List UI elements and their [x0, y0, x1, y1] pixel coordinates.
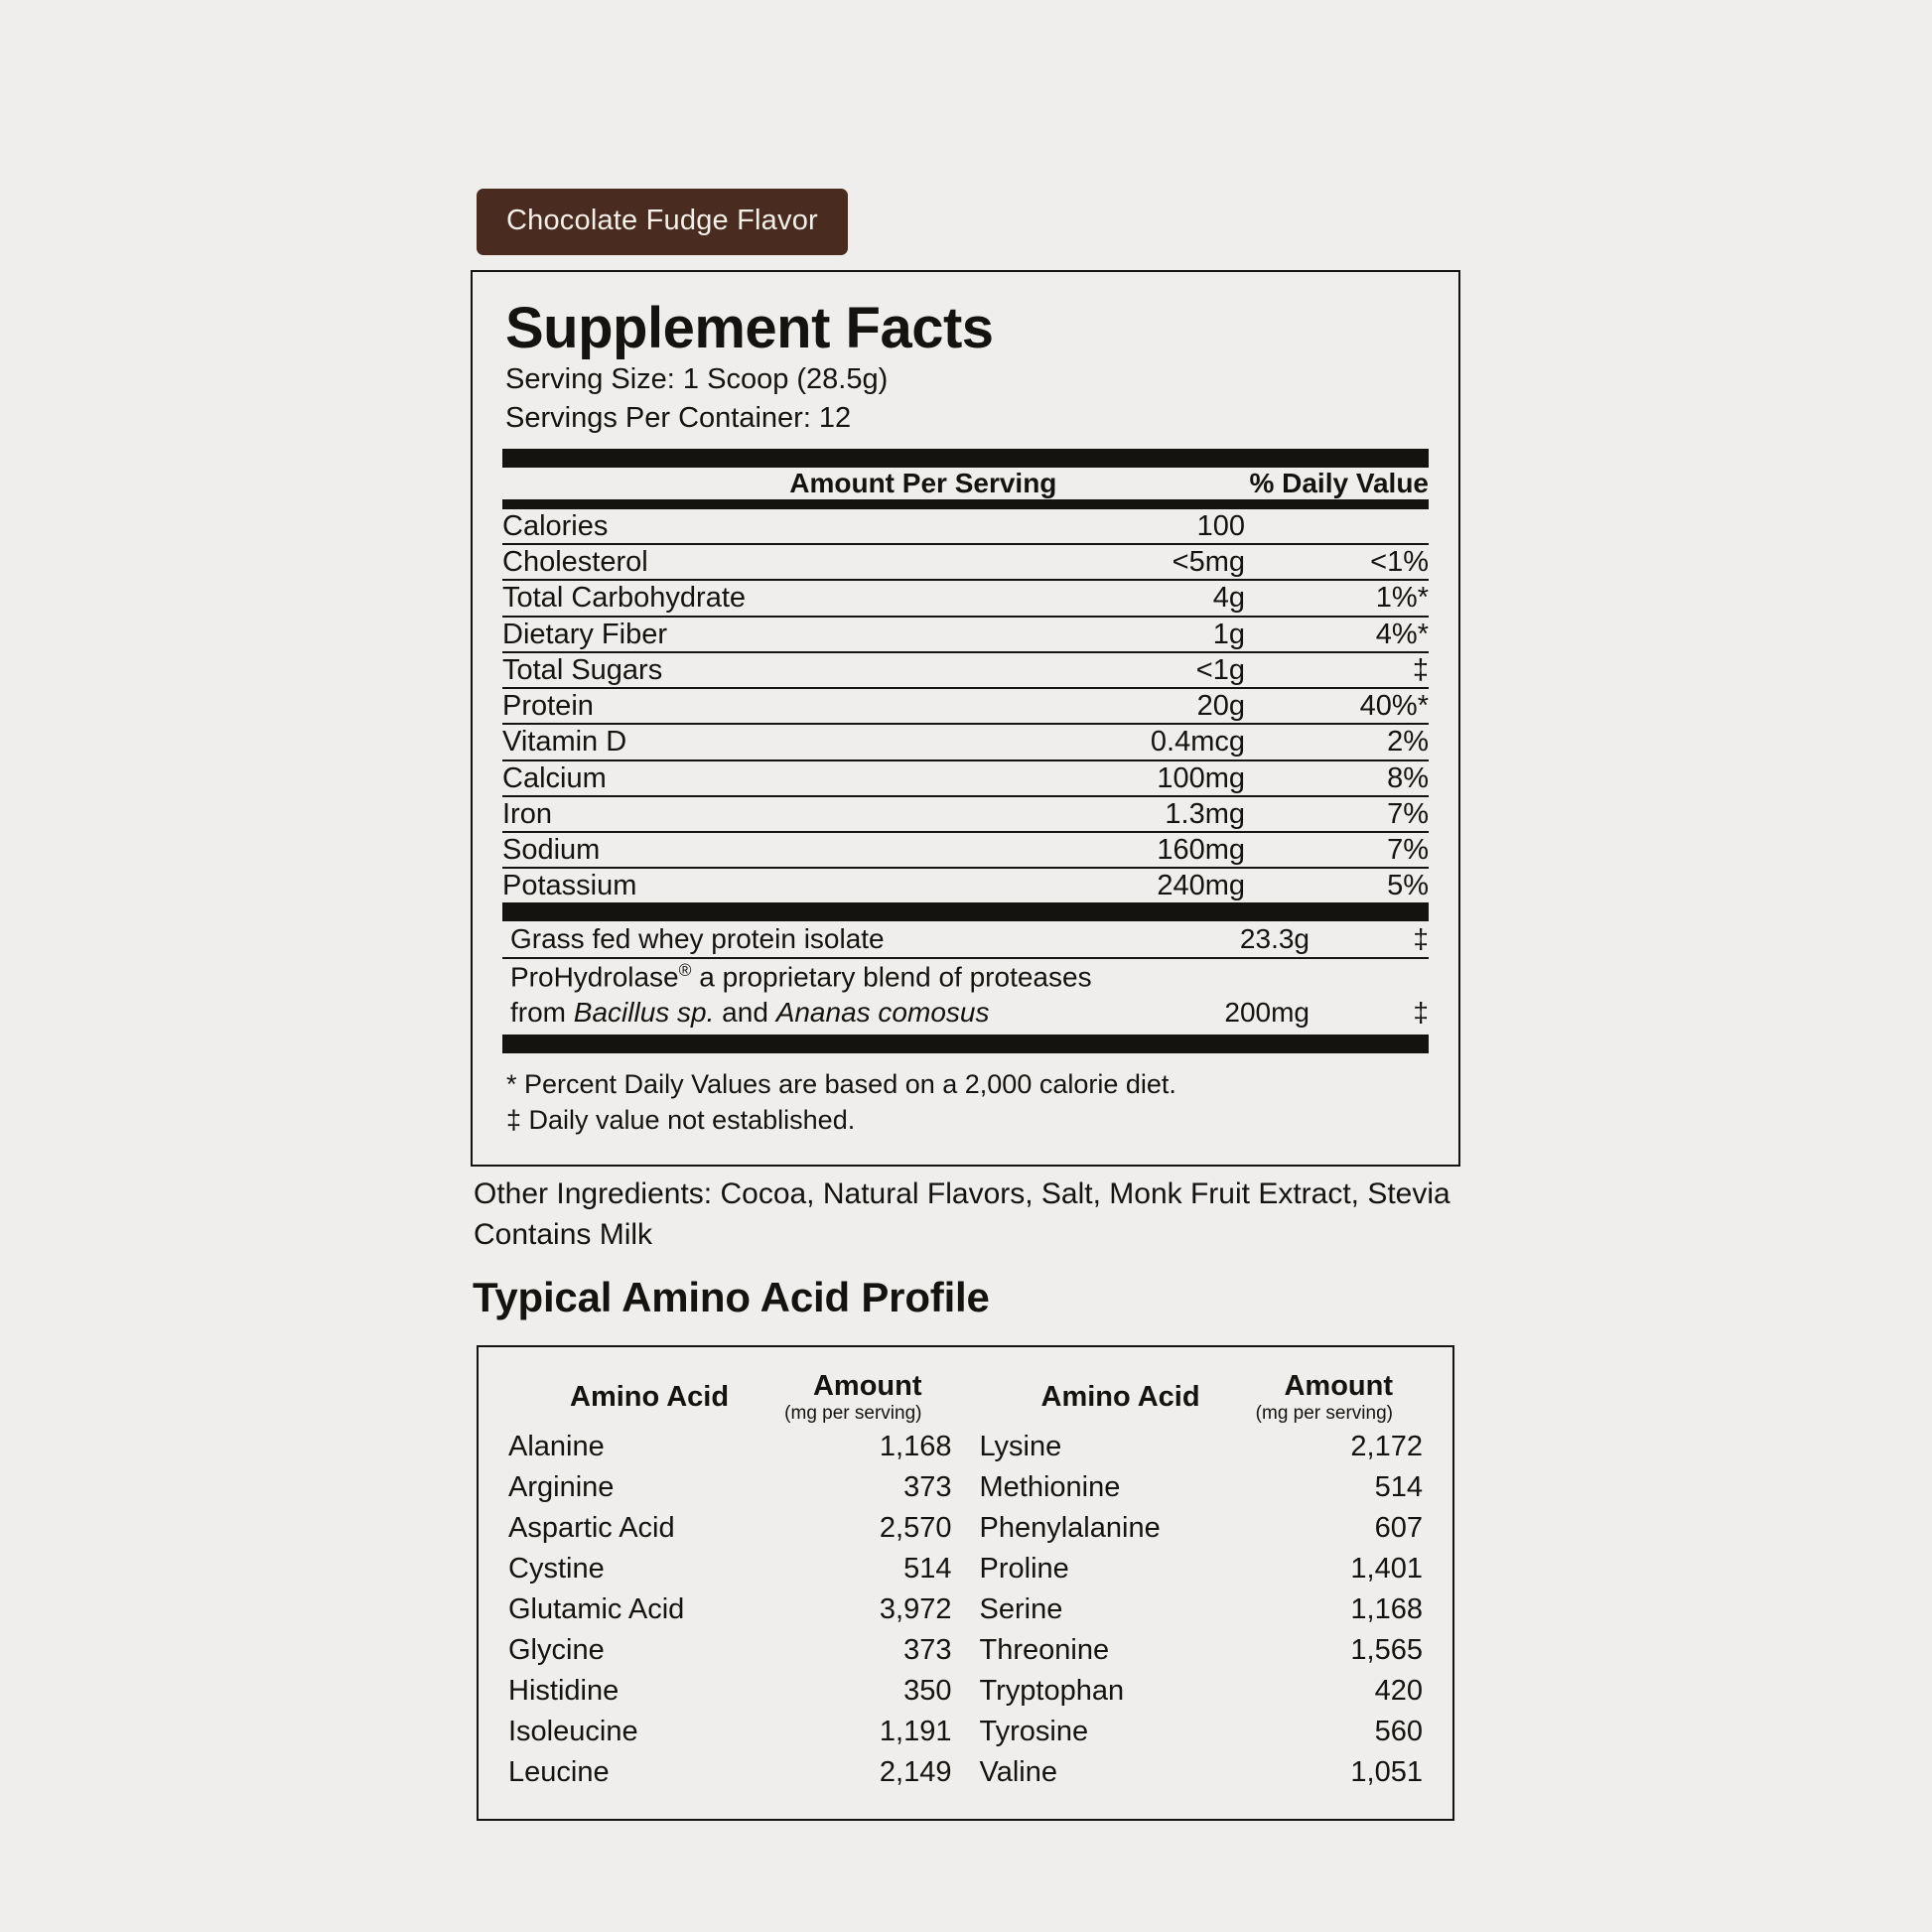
divider-medium: [502, 499, 1429, 509]
nutrition-rows: [502, 509, 1429, 902]
serving-size: Serving Size: 1 Scoop (28.5g): [505, 363, 889, 396]
column-gap: [952, 1549, 980, 1589]
amino-acid-name: Phenylalanine: [979, 1511, 1161, 1544]
nutrient-name: Cholesterol: [502, 544, 987, 580]
nutrient-name: Dietary Fiber: [502, 617, 987, 652]
nutrient-amount: 160mg: [987, 832, 1245, 868]
table-row: [502, 868, 1429, 902]
table-row: [502, 652, 1429, 688]
nutrient-dv: 7%: [1245, 832, 1429, 868]
column-gap: [952, 1369, 980, 1427]
column-gap: [952, 1630, 980, 1671]
header-amino-acid-right: Amino Acid: [1040, 1380, 1200, 1413]
divider-thick-top: [502, 449, 1429, 468]
amino-acid-amount: 2,570: [879, 1511, 952, 1544]
amino-acid-amount: 2,149: [879, 1755, 952, 1788]
nutrient-amount: <5mg: [987, 544, 1245, 580]
column-gap: [952, 1712, 980, 1752]
amino-acid-amount: 350: [903, 1674, 952, 1707]
amino-acid-amount: 514: [1374, 1470, 1423, 1503]
amino-acid-name: Histidine: [508, 1674, 620, 1707]
nutrition-table: [502, 468, 1429, 499]
nutrient-amount: 100: [1196, 510, 1245, 542]
table-row: [508, 1549, 1423, 1589]
ingredient-amount: 200mg: [1096, 958, 1310, 1031]
table-row: [502, 544, 1429, 580]
table-row: [508, 1630, 1423, 1671]
amino-acid-amount: 373: [903, 1633, 952, 1666]
amino-acid-amount: 1,168: [879, 1430, 952, 1462]
nutrient-dv: 4%*: [1245, 617, 1429, 652]
ingredient-table: [502, 921, 1429, 1031]
nutrient-dv: [1245, 509, 1429, 544]
amino-acid-name: Tyrosine: [979, 1715, 1089, 1747]
nutrient-dv: 8%: [1245, 760, 1429, 796]
amino-acid-amount: 1,565: [1350, 1633, 1423, 1666]
table-row: [502, 796, 1429, 832]
table-row: [502, 617, 1429, 652]
ingredient-name: ProHydrolase® a proprietary blend of proteases from Bacillus sp. and Ananas comosus: [502, 958, 1096, 1031]
amino-acid-amount: 1,168: [1350, 1592, 1423, 1625]
amino-acid-amount: 514: [903, 1552, 952, 1585]
nutrient-name: Iron: [502, 796, 987, 832]
ingredient-dv: ‡: [1310, 958, 1429, 1031]
nutrient-name: Total Sugars: [502, 652, 987, 688]
table-row: [508, 1508, 1423, 1549]
nutrient-dv: 5%: [1245, 868, 1429, 902]
amino-acid-name: Glycine: [508, 1633, 605, 1666]
amino-acid-table: [508, 1369, 1423, 1793]
nutrient-amount: 1.3mg: [987, 796, 1245, 832]
nutrient-name: Sodium: [502, 832, 987, 868]
amino-acid-amount: 420: [1374, 1674, 1423, 1707]
column-gap: [952, 1671, 980, 1712]
header-amount-left-sub: (mg per serving): [784, 1403, 922, 1424]
table-row: [502, 724, 1429, 759]
nutrient-dv: 2%: [1245, 724, 1429, 759]
header-amount-right-label: Amount: [1284, 1370, 1393, 1402]
amino-acid-name: Lysine: [979, 1430, 1062, 1462]
amino-acid-name: Glutamic Acid: [508, 1592, 685, 1625]
amino-acid-name: Alanine: [508, 1430, 605, 1462]
table-row: [502, 580, 1429, 616]
amino-acid-name: Proline: [979, 1552, 1069, 1585]
amino-acid-name: Threonine: [979, 1633, 1110, 1666]
header-amount-right: [1234, 1369, 1423, 1427]
ingredient-name: Grass fed whey protein isolate: [510, 923, 885, 955]
amino-acid-name: Arginine: [508, 1470, 615, 1503]
table-row: [508, 1671, 1423, 1712]
amino-acid-amount: 3,972: [879, 1592, 952, 1625]
nutrient-amount: 4g: [987, 580, 1245, 616]
amino-acid-amount: 560: [1374, 1715, 1423, 1747]
nutrient-amount: <1g: [987, 652, 1245, 688]
nutrient-amount: 100mg: [987, 760, 1245, 796]
flavor-tag: Chocolate Fudge Flavor: [477, 189, 848, 255]
amino-acid-name: Aspartic Acid: [508, 1511, 675, 1544]
nutrient-amount: 0.4mcg: [987, 724, 1245, 759]
amino-acid-amount: 1,191: [879, 1715, 952, 1747]
divider-thick-middle: [502, 902, 1429, 921]
amino-acid-amount: 607: [1374, 1511, 1423, 1544]
column-gap: [952, 1752, 980, 1793]
table-row: [502, 921, 1429, 958]
supplement-facts-title: Supplement Facts: [505, 296, 994, 360]
amino-acid-name: Tryptophan: [979, 1674, 1125, 1707]
nutrient-dv: ‡: [1245, 652, 1429, 688]
ingredient-amount: 23.3g: [1239, 923, 1310, 955]
amino-acid-profile-title: Typical Amino Acid Profile: [473, 1274, 990, 1320]
table-row: [508, 1712, 1423, 1752]
amino-acid-name: Methionine: [979, 1470, 1121, 1503]
header-amino-acid-left: Amino Acid: [570, 1380, 730, 1413]
nutrient-dv: 1%*: [1245, 580, 1429, 616]
nutrient-dv: 40%*: [1245, 688, 1429, 724]
table-row: [502, 509, 1429, 544]
nutrient-name: Vitamin D: [502, 724, 987, 759]
nutrient-dv: 7%: [1245, 796, 1429, 832]
other-ingredients-line1: Other Ingredients: Cocoa, Natural Flavors, Salt, Monk Fruit Extract, Stevia: [474, 1177, 1450, 1210]
nutrient-amount: 20g: [987, 688, 1245, 724]
table-row: [502, 688, 1429, 724]
table-row: [508, 1589, 1423, 1630]
nutrient-dv: <1%: [1245, 544, 1429, 580]
table-row: [508, 1752, 1423, 1793]
table-row: [502, 832, 1429, 868]
servings-per-container: Servings Per Container: 12: [505, 401, 852, 434]
footnote-not-established: ‡ Daily value not established.: [506, 1105, 856, 1136]
header-amount-left: [763, 1369, 952, 1427]
nutrient-amount: 1g: [987, 617, 1245, 652]
divider-thick-bottom: [502, 1035, 1429, 1053]
table-row: [508, 1467, 1423, 1508]
amino-acid-amount: 2,172: [1350, 1430, 1423, 1462]
footnote-daily-values: * Percent Daily Values are based on a 2,000 calorie diet.: [506, 1069, 1176, 1100]
amino-acid-amount: 1,401: [1350, 1552, 1423, 1585]
amino-acid-name: Cystine: [508, 1552, 605, 1585]
other-ingredients: [474, 1173, 1451, 1256]
supplement-facts-panel: [471, 270, 1460, 1167]
amino-acid-panel: [477, 1345, 1454, 1821]
nutrition-table-header: [502, 468, 1429, 499]
amino-acid-name: Valine: [979, 1755, 1057, 1788]
column-gap: [952, 1589, 980, 1630]
column-gap: [952, 1508, 980, 1549]
nutrient-name: Total Carbohydrate: [502, 580, 987, 616]
amino-acid-name: Isoleucine: [508, 1715, 638, 1747]
contains-milk-line: Contains Milk: [474, 1218, 653, 1252]
ingredient-dv: ‡: [1413, 923, 1429, 955]
amino-acid-name: Leucine: [508, 1755, 610, 1788]
amino-acid-amount: 373: [903, 1470, 952, 1503]
table-row: [502, 958, 1429, 1031]
header-amount-per-serving: Amount Per Serving: [789, 468, 1057, 498]
column-gap: [952, 1427, 980, 1467]
header-amount-left-label: Amount: [812, 1370, 922, 1402]
table-row: [508, 1427, 1423, 1467]
amino-acid-amount: 1,051: [1350, 1755, 1423, 1788]
nutrient-amount: 240mg: [987, 868, 1245, 902]
nutrient-name: Potassium: [502, 868, 987, 902]
nutrient-name: Calcium: [502, 760, 987, 796]
header-amount-right-sub: (mg per serving): [1255, 1403, 1393, 1424]
nutrient-name: Calories: [502, 510, 609, 542]
column-gap: [952, 1467, 980, 1508]
table-row: [502, 760, 1429, 796]
amino-acid-name: Serine: [979, 1592, 1063, 1625]
amino-acid-table-header: [508, 1369, 1423, 1427]
header-daily-value: % Daily Value: [1249, 468, 1429, 498]
nutrient-name: Protein: [502, 688, 987, 724]
